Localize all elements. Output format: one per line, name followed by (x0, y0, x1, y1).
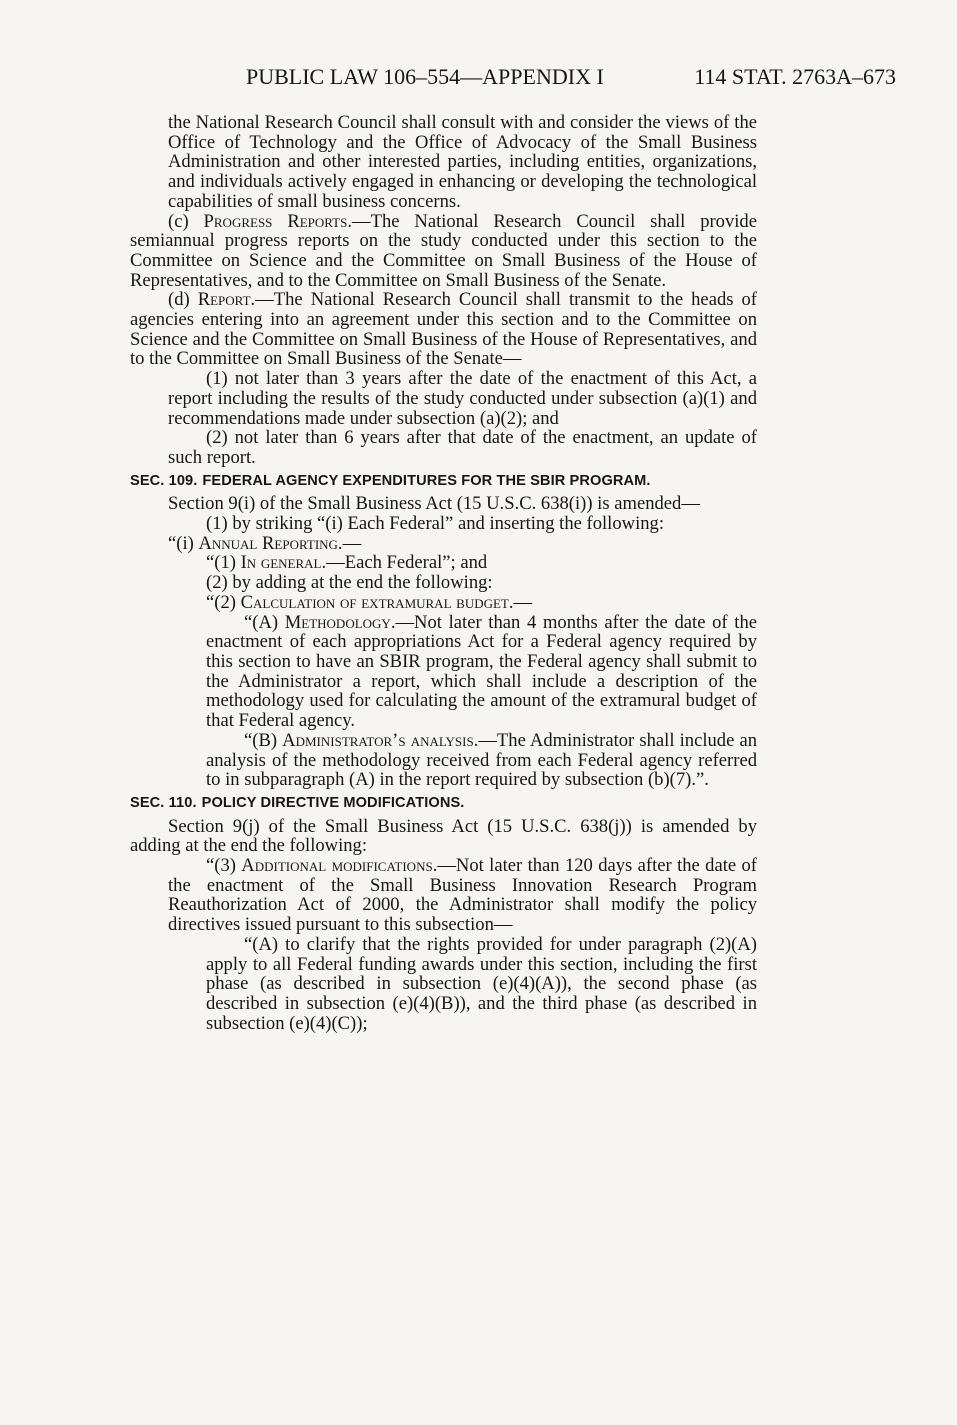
inserted-label: “(1) (206, 552, 241, 574)
inserted-label: “(A) (244, 611, 285, 633)
page-body (130, 113, 757, 1033)
inserted-heading: Methodology (284, 611, 391, 633)
inserted-label: “(i) (168, 532, 199, 554)
subsection-d-report (130, 290, 757, 369)
inserted-subparagraph-a-clarify: “(A) to clarify that the rights provided for under paragraph (2)(A) apply to all Federal funding awards under this section, including the first phase (as described in subsection (e)(4)(A)), the second phase (as described in subsection (e)(4)(B)), and the third phase (as described in subsection (e)(4)(C)); (206, 933, 757, 1034)
inserted-heading: Calculation of extramural budget (240, 591, 509, 613)
section-109-intro: Section 9(i) of the Small Business Act (15 U.S.C. 638(i)) is amended— (168, 493, 700, 515)
section-number: SEC. 109. (130, 472, 198, 489)
inserted-paragraph-3 (168, 856, 757, 935)
inserted-text: .—Not later than 4 months after the date of the enactment of each appropriations Act for a Federal agency required by this section to have an SBIR program, the Federal agency shall submit to the Administrator a report, which shall include a description of the methodology used for calculating the amount of the extramural budget of that Federal agency. (206, 611, 757, 732)
header-title: PUBLIC LAW 106–554—APPENDIX I (246, 64, 604, 89)
inserted-label: “(2) (206, 591, 241, 613)
section-title: FEDERAL AGENCY EXPENDITURES FOR THE SBIR PROGRAM. (202, 472, 651, 489)
paragraph-continuation: the National Research Council shall consult with and consider the views of the Office of Technology and the Office of Advocacy of the Small Business Administration and other interested parties, including entities, organizations, and individuals actively engaged in enhancing or developing the technological capabilities of small business concerns. (168, 112, 757, 212)
section-title: POLICY DIRECTIVE MODIFICATIONS. (201, 794, 465, 811)
inserted-subparagraph-a (206, 613, 757, 731)
running-header (246, 64, 896, 94)
inserted-text: .—Each Federal”; and (321, 552, 488, 574)
subsection-label: (c) (168, 210, 204, 232)
amendment-1: (1) by striking “(i) Each Federal” and inserting the following: (206, 513, 664, 535)
inserted-heading: Additional modifications (241, 855, 433, 877)
amendment-2: (2) by adding at the end the following: (206, 572, 493, 594)
inserted-text: .—The Administrator shall include an analysis of the methodology received from each Federal agency referred to in subparagraph (A) in the report required by subsection (b)(7).”. (206, 729, 758, 791)
section-110-heading (130, 794, 757, 814)
subsection-text: .—The National Research Council shall transmit to the heads of agencies entering into an agreement under this section and to the Committee on Science and the Committee on Small Business of the House of Representatives, and to the Committee on Small Business of the Senate— (130, 289, 757, 370)
paragraph-d1: (1) not later than 3 years after the date of the enactment of this Act, a report including the results of the study conducted under subsection (a)(1) and recommendations made under subsection (a)(2); and (168, 368, 757, 429)
inserted-label: “(B) (244, 729, 283, 751)
inserted-text: .—Not later than 120 days after the date of the enactment of the Small Business Innovation Research Program Reauthorization Act of 2000, the Administrator shall modify the policy directives issued pursuant to this subsection— (168, 855, 757, 936)
section-number: SEC. 110. (130, 794, 197, 811)
subsection-c-progress-reports (130, 212, 757, 291)
section-109-heading (130, 472, 757, 492)
inserted-heading: Annual Reporting (198, 532, 338, 554)
subsection-text: .—The National Research Council shall provide semiannual progress reports on the study conducted under this section to the Committee on Science and the Committee on Small Business of the House of Representatives, and to the Committee on Small Business of the Senate. (130, 210, 757, 291)
paragraph-d2: (2) not later than 6 years after that date of the enactment, an update of such report. (168, 427, 757, 468)
inserted-heading: In general (240, 552, 322, 574)
subsection-heading: Report (197, 289, 251, 311)
stat-page-number: 114 STAT. 2763A–673 (694, 64, 896, 89)
subsection-label: (d) (168, 289, 198, 311)
subsection-heading: Progress Reports (203, 210, 348, 232)
inserted-subparagraph-b (206, 731, 757, 790)
inserted-label: “(3) (206, 855, 242, 877)
inserted-tail: .— (337, 532, 362, 554)
inserted-paragraph-2 (168, 593, 757, 613)
inserted-subsection-i (168, 534, 757, 554)
inserted-tail: .— (508, 591, 533, 613)
section-110-intro: Section 9(j) of the Small Business Act (15 U.S.C. 638(j)) is amended by adding at the end the following: (130, 815, 757, 857)
inserted-heading: Administrator’s analysis (282, 729, 474, 751)
inserted-paragraph-1 (168, 553, 757, 573)
